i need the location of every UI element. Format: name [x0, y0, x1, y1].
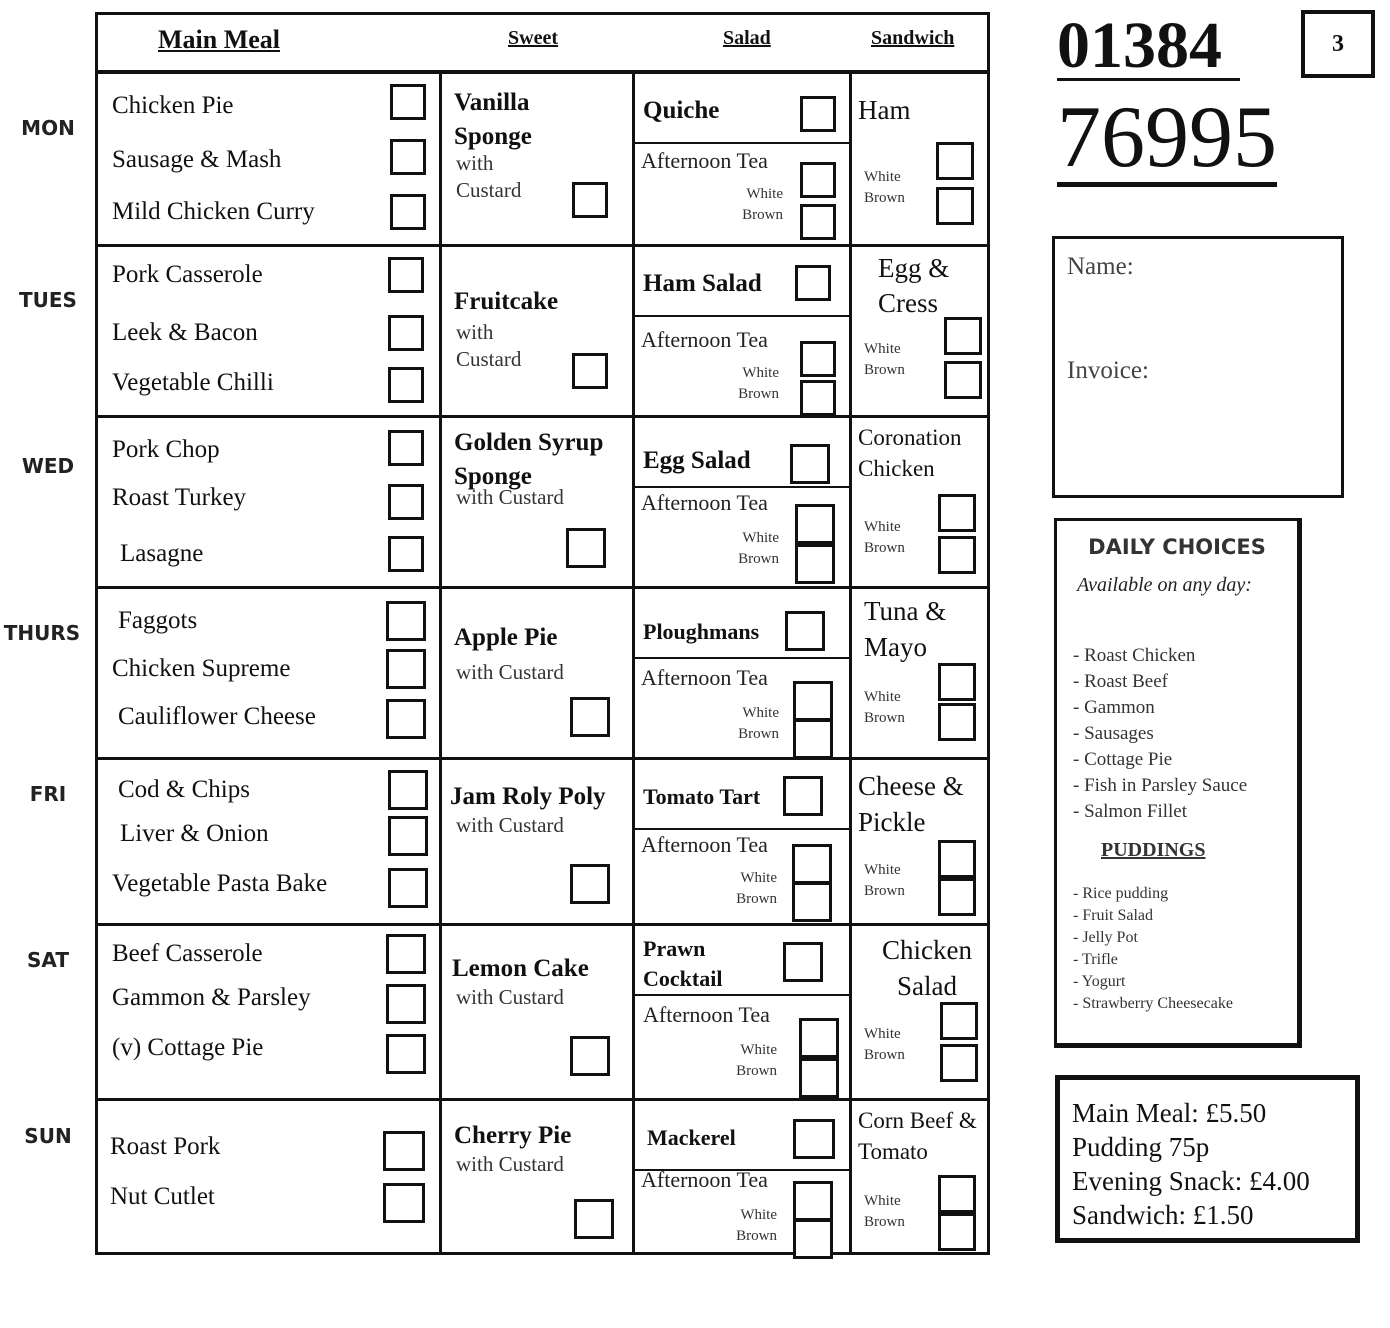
- day-row-wed: [98, 418, 987, 589]
- main-meal-cell: [98, 926, 442, 1098]
- sweet-checkbox[interactable]: [570, 1036, 610, 1076]
- white-bread-checkbox[interactable]: [795, 504, 835, 544]
- day-label: SAT: [27, 948, 69, 972]
- brown-bread-checkbox[interactable]: [800, 204, 836, 240]
- salad-cell: [635, 926, 852, 1098]
- main-checkbox[interactable]: [386, 934, 426, 974]
- sweet-name: Cherry Pie: [454, 1122, 572, 1149]
- main-meal-cell: [98, 760, 442, 923]
- day-row-mon: [98, 74, 987, 247]
- main-option: Chicken Supreme: [112, 655, 291, 682]
- sweet-cell: [442, 418, 635, 586]
- sweet-checkbox[interactable]: [574, 1199, 614, 1239]
- daily-choice-item: - Gammon: [1073, 697, 1155, 718]
- pudding-item: - Strawberry Cheesecake: [1073, 995, 1233, 1012]
- bread-choice-label: White Brown: [736, 1042, 777, 1079]
- salad-checkbox[interactable]: [793, 1119, 835, 1159]
- main-option: Liver & Onion: [120, 820, 269, 847]
- main-checkbox[interactable]: [388, 367, 424, 403]
- salad-checkbox[interactable]: [795, 265, 831, 301]
- sweet-name: Jam Roly Poly: [450, 783, 606, 810]
- main-option: Pork Casserole: [112, 261, 263, 288]
- main-option: Roast Pork: [110, 1133, 221, 1160]
- brown-bread-checkbox[interactable]: [936, 187, 974, 225]
- salad-checkbox[interactable]: [800, 96, 836, 132]
- sandwich-name: Tuna & Mayo: [864, 596, 947, 662]
- main-meal-cell: [98, 589, 442, 757]
- pudding-item: - Yogurt: [1073, 973, 1126, 990]
- salad-name: Egg Salad: [643, 447, 751, 474]
- main-option: (v) Cottage Pie: [112, 1034, 264, 1061]
- pudding-item: - Trifle: [1073, 951, 1118, 968]
- bread-choice-label: White Brown: [736, 870, 777, 907]
- salad-checkbox[interactable]: [783, 942, 823, 982]
- daily-choice-item: - Salmon Fillet: [1073, 801, 1187, 822]
- salad-cell: [635, 760, 852, 923]
- daily-choices-title: DAILY CHOICES: [1088, 535, 1266, 559]
- day-label: SUN: [24, 1124, 72, 1148]
- sandwich-cell: [852, 1101, 987, 1252]
- menu-grid: [95, 12, 990, 1255]
- white-bread-checkbox[interactable]: [940, 1002, 978, 1040]
- brown-bread-checkbox[interactable]: [793, 1219, 833, 1259]
- sandwich-cell: [852, 418, 987, 586]
- name-field-label: Name:: [1067, 253, 1134, 280]
- sandwich-cell: [852, 926, 987, 1098]
- sandwich-name: Egg & Cress: [878, 253, 950, 318]
- sandwich-name: Cheese & Pickle: [858, 771, 964, 837]
- salad-cell: [635, 247, 852, 415]
- main-checkbox[interactable]: [388, 536, 424, 572]
- day-label: FRI: [29, 782, 67, 806]
- sweet-checkbox[interactable]: [572, 353, 608, 389]
- main-checkbox[interactable]: [386, 601, 426, 641]
- daily-choice-item: - Fish in Parsley Sauce: [1073, 775, 1248, 796]
- salad-name: Ham Salad: [643, 270, 762, 297]
- day-label: THURS: [3, 621, 81, 645]
- bread-choice-label: White Brown: [864, 1026, 905, 1063]
- salad-checkbox[interactable]: [785, 611, 825, 651]
- sandwich-cell: [852, 247, 987, 415]
- daily-choice-item: - Roast Chicken: [1073, 645, 1196, 666]
- bread-choice-label: White Brown: [742, 186, 783, 223]
- salad-cell: [635, 589, 852, 757]
- sweet-cell: [442, 74, 635, 244]
- main-option: Gammon & Parsley: [112, 984, 311, 1011]
- sweet-cell: [442, 247, 635, 415]
- header-salad: Salad: [723, 27, 771, 49]
- sandwich-name: Ham: [858, 95, 911, 125]
- main-checkbox[interactable]: [388, 315, 424, 351]
- day-row-sun: [98, 1101, 987, 1252]
- white-bread-checkbox[interactable]: [938, 663, 976, 701]
- day-row-sat: [98, 926, 987, 1101]
- page-number: 3: [1301, 10, 1375, 78]
- sweet-subtitle: with Custard: [456, 813, 564, 837]
- white-bread-checkbox[interactable]: [938, 840, 976, 878]
- price-list-box: [1055, 1075, 1360, 1243]
- bread-choice-label: White Brown: [736, 1207, 777, 1244]
- sweet-name: Lemon Cake: [452, 955, 589, 982]
- bread-choice-label: White Brown: [864, 169, 905, 206]
- sweet-name: Fruitcake: [454, 288, 559, 315]
- white-bread-checkbox[interactable]: [793, 681, 833, 721]
- day-row-thurs: [98, 589, 987, 760]
- sweet-cell: [442, 926, 635, 1098]
- sweet-subtitle: with Custard: [456, 1152, 564, 1176]
- sweet-cell: [442, 760, 635, 923]
- white-bread-checkbox[interactable]: [799, 1018, 839, 1058]
- phone-area-code: 01384: [1057, 14, 1240, 81]
- daily-choice-item: - Sausages: [1073, 723, 1154, 744]
- salad-name: Quiche: [643, 97, 720, 124]
- main-meal-cell: [98, 247, 442, 415]
- main-checkbox[interactable]: [390, 194, 426, 230]
- salad-name: Mackerel: [647, 1125, 736, 1150]
- white-bread-checkbox[interactable]: [792, 844, 832, 884]
- bread-choice-label: White Brown: [864, 1193, 905, 1230]
- price-main-meal: Main Meal: £5.50: [1072, 1098, 1267, 1128]
- salad-name: Tomato Tart: [643, 784, 761, 809]
- white-bread-checkbox[interactable]: [938, 1175, 976, 1213]
- brown-bread-checkbox[interactable]: [944, 361, 982, 399]
- header-sandwich: Sandwich: [871, 27, 955, 49]
- sweet-checkbox[interactable]: [570, 697, 610, 737]
- bread-choice-label: White Brown: [864, 341, 905, 378]
- sweet-subtitle: with Custard: [456, 320, 522, 371]
- sandwich-name: Corn Beef & Tomato: [858, 1108, 977, 1164]
- main-option: Vegetable Pasta Bake: [112, 870, 328, 897]
- invoice-field-label: Invoice:: [1067, 357, 1149, 384]
- day-row-tues: [98, 247, 987, 418]
- main-option: Leek & Bacon: [112, 319, 258, 346]
- main-checkbox[interactable]: [390, 84, 426, 120]
- white-bread-checkbox[interactable]: [800, 162, 836, 198]
- sandwich-cell: [852, 760, 987, 923]
- main-option: Vegetable Chilli: [112, 369, 274, 396]
- afternoon-tea-label: Afternoon Tea: [643, 1002, 770, 1027]
- day-label: TUES: [19, 288, 77, 312]
- sweet-checkbox[interactable]: [570, 864, 610, 904]
- main-meal-cell: [98, 74, 442, 244]
- white-bread-checkbox[interactable]: [800, 341, 836, 377]
- bread-choice-label: White Brown: [738, 365, 779, 402]
- sweet-subtitle: with Custard: [456, 660, 564, 684]
- salad-cell: [635, 74, 852, 244]
- salad-cell: [635, 418, 852, 586]
- main-option: Nut Cutlet: [110, 1183, 215, 1210]
- white-bread-checkbox[interactable]: [944, 317, 982, 355]
- main-checkbox[interactable]: [388, 257, 424, 293]
- main-checkbox[interactable]: [386, 1034, 426, 1074]
- salad-top: [635, 247, 849, 317]
- brown-bread-checkbox[interactable]: [799, 1058, 839, 1098]
- main-option: Mild Chicken Curry: [112, 198, 315, 225]
- sweet-cell: [442, 589, 635, 757]
- phone-number: 76995: [1057, 89, 1277, 186]
- salad-cell: [635, 1101, 852, 1252]
- afternoon-tea-label: Afternoon Tea: [641, 1167, 768, 1192]
- daily-choices-subtitle: Available on any day:: [1077, 574, 1252, 596]
- brown-bread-checkbox[interactable]: [938, 703, 976, 741]
- main-checkbox[interactable]: [388, 816, 428, 856]
- brown-bread-checkbox[interactable]: [793, 719, 833, 759]
- salad-name: Prawn Cocktail: [643, 936, 723, 991]
- sweet-name: Vanilla Sponge: [454, 89, 532, 150]
- white-bread-checkbox[interactable]: [936, 142, 974, 180]
- daily-choice-item: - Cottage Pie: [1073, 749, 1173, 770]
- brown-bread-checkbox[interactable]: [938, 1213, 976, 1251]
- brown-bread-checkbox[interactable]: [800, 380, 836, 416]
- salad-top: [635, 589, 849, 659]
- bread-choice-label: White Brown: [738, 705, 779, 742]
- sandwich-name: Chicken Salad: [882, 935, 972, 1001]
- sweet-checkbox[interactable]: [566, 528, 606, 568]
- brown-bread-checkbox[interactable]: [938, 536, 976, 574]
- main-checkbox[interactable]: [386, 649, 426, 689]
- price-evening-snack: Evening Snack: £4.00: [1072, 1166, 1310, 1196]
- header-sweet: Sweet: [508, 27, 558, 49]
- main-option: Cod & Chips: [118, 776, 250, 803]
- main-checkbox[interactable]: [388, 484, 424, 520]
- main-option: Roast Turkey: [112, 484, 247, 511]
- main-checkbox[interactable]: [390, 139, 426, 175]
- afternoon-tea-label: Afternoon Tea: [641, 490, 768, 515]
- main-checkbox[interactable]: [383, 1131, 425, 1171]
- daily-choice-item: - Roast Beef: [1073, 671, 1168, 692]
- brown-bread-checkbox[interactable]: [795, 544, 835, 584]
- bread-choice-label: White Brown: [864, 862, 905, 899]
- salad-checkbox[interactable]: [783, 776, 823, 816]
- pudding-item: - Rice pudding: [1073, 885, 1169, 902]
- salad-top: [635, 926, 849, 996]
- pudding-item: - Fruit Salad: [1073, 907, 1153, 924]
- daily-choices-box: [1054, 518, 1302, 1048]
- sweet-name: Apple Pie: [454, 624, 558, 651]
- puddings-title: PUDDINGS: [1101, 839, 1206, 861]
- day-label: MON: [21, 116, 75, 140]
- afternoon-tea-label: Afternoon Tea: [641, 665, 768, 690]
- pudding-item: - Jelly Pot: [1073, 929, 1138, 946]
- brown-bread-checkbox[interactable]: [938, 878, 976, 916]
- sandwich-cell: [852, 74, 987, 244]
- sweet-checkbox[interactable]: [572, 182, 608, 218]
- white-bread-checkbox[interactable]: [793, 1181, 833, 1221]
- price-sandwich: Sandwich: £1.50: [1072, 1200, 1254, 1230]
- main-option: Cauliflower Cheese: [118, 703, 316, 730]
- day-row-fri: [98, 760, 987, 926]
- bread-choice-label: White Brown: [864, 689, 905, 726]
- main-option: Chicken Pie: [112, 92, 234, 119]
- main-checkbox[interactable]: [386, 699, 426, 739]
- header-main-meal: Main Meal: [158, 25, 281, 54]
- main-meal-cell: [98, 1101, 442, 1252]
- sweet-subtitle: with Custard: [456, 985, 564, 1009]
- bread-choice-label: White Brown: [738, 530, 779, 567]
- main-option: Lasagne: [120, 540, 204, 567]
- brown-bread-checkbox[interactable]: [792, 882, 832, 922]
- main-option: Beef Casserole: [112, 940, 263, 967]
- brown-bread-checkbox[interactable]: [940, 1044, 978, 1082]
- sandwich-cell: [852, 589, 987, 757]
- bread-choice-label: White Brown: [864, 519, 905, 556]
- grid-header: [98, 15, 987, 74]
- afternoon-tea-label: Afternoon Tea: [641, 832, 768, 857]
- salad-top: [635, 760, 849, 830]
- sweet-cell: [442, 1101, 635, 1252]
- afternoon-tea-label: Afternoon Tea: [641, 148, 768, 173]
- main-checkbox[interactable]: [386, 984, 426, 1024]
- main-option: Sausage & Mash: [112, 146, 282, 173]
- main-checkbox[interactable]: [388, 868, 428, 908]
- main-checkbox[interactable]: [388, 770, 428, 810]
- salad-top: [635, 418, 849, 488]
- day-label: WED: [21, 454, 75, 478]
- salad-checkbox[interactable]: [790, 444, 830, 484]
- customer-details-box: [1052, 236, 1344, 498]
- main-checkbox[interactable]: [383, 1183, 425, 1223]
- salad-top: [635, 74, 849, 144]
- white-bread-checkbox[interactable]: [938, 494, 976, 532]
- main-option: Pork Chop: [112, 436, 220, 463]
- salad-name: Ploughmans: [643, 619, 760, 644]
- main-checkbox[interactable]: [388, 430, 424, 466]
- price-pudding: Pudding 75p: [1072, 1132, 1210, 1162]
- main-meal-cell: [98, 418, 442, 586]
- afternoon-tea-label: Afternoon Tea: [641, 327, 768, 352]
- salad-top: [635, 1101, 849, 1171]
- sandwich-name: Coronation Chicken: [858, 425, 962, 481]
- sweet-subtitle: with Custard: [456, 151, 522, 202]
- main-option: Faggots: [118, 607, 198, 634]
- sweet-name: Golden Syrup Sponge: [454, 429, 604, 490]
- sweet-subtitle: with Custard: [456, 485, 564, 509]
